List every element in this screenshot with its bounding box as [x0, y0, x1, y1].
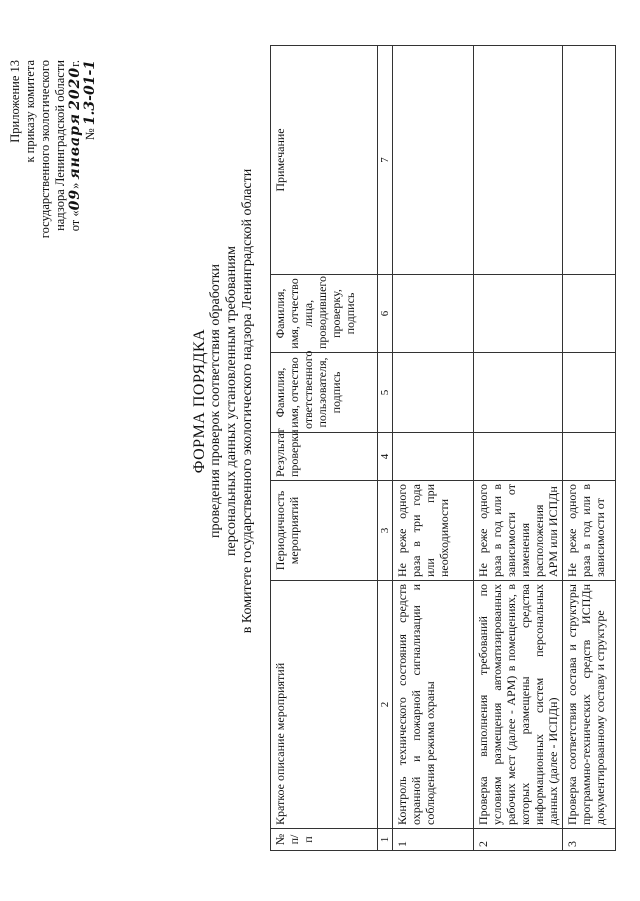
row-user-signature	[563, 353, 616, 433]
column-number: 7	[378, 46, 393, 275]
table-row	[474, 46, 563, 851]
header-cell: Результат проверки	[271, 433, 378, 481]
row-number: 2	[474, 829, 563, 851]
row-user-signature	[393, 353, 474, 433]
row-note	[474, 46, 563, 275]
column-number: 3	[378, 481, 393, 581]
column-number: 4	[378, 433, 393, 481]
row-number: 3	[563, 829, 616, 851]
appendix-date: от «09» января 2020г.	[67, 60, 83, 232]
header-cell: Краткое описание мероприятий	[271, 581, 378, 829]
table-header-row	[271, 46, 378, 851]
row-number: 1	[393, 829, 474, 851]
form-title	[192, 21, 256, 781]
header-cell: Фамилия, имя, отчество лица, проводившего проверку, подпись	[271, 275, 378, 353]
column-number: 1	[378, 829, 393, 851]
header-cell: Периодичность мероприятий	[271, 481, 378, 581]
header-cell: № п/п	[271, 829, 378, 851]
row-periodicity: Не реже одного раза в три года или при необходимости	[393, 481, 474, 581]
appendix-line2: к приказу комитета	[23, 60, 37, 163]
row-user-signature	[474, 353, 563, 433]
row-description: Проверка соответствия состава и структуры программно-технических средств ИСПДн документированному составу и структуре	[563, 581, 616, 829]
column-number: 6	[378, 275, 393, 353]
row-result	[393, 433, 474, 481]
appendix-number: № 1.3-01-1	[82, 60, 98, 141]
column-number: 5	[378, 353, 393, 433]
row-checker-signature	[474, 275, 563, 353]
audit-table	[270, 45, 616, 851]
table-row	[563, 46, 616, 851]
appendix-line3: государственного экологического	[38, 60, 52, 239]
title-line3: персональных данных установленным требованиям	[224, 246, 239, 556]
row-periodicity: Не реже одного раза в год или в зависимости от	[563, 481, 616, 581]
appendix-line1: Приложение 13	[8, 60, 22, 143]
table-row	[393, 46, 474, 851]
row-result	[474, 433, 563, 481]
appendix-block	[8, 60, 98, 238]
row-description: Проверка выполнения требований по условиям размещения автоматизированных рабочих мест (далее - АРМ) в помещениях, в которых размещены средства информационных систем персональных данных (далее - ИСПДн)	[474, 581, 563, 829]
row-result	[563, 433, 616, 481]
appendix-line4: надзора Ленинградской области	[53, 60, 67, 231]
column-number: 2	[378, 581, 393, 829]
header-cell: Примечание	[271, 46, 378, 275]
row-note	[563, 46, 616, 275]
title-line4: в Комитете государственного экологического надзора Ленинградской области	[240, 168, 255, 634]
column-number-row	[378, 46, 393, 851]
row-description: Контроль технического состояния средств охранной и пожарной сигнализации и соблюдения режима охраны	[393, 581, 474, 829]
title-line2: проведения проверок соответствия обработки	[208, 263, 223, 539]
row-checker-signature	[393, 275, 474, 353]
row-periodicity: Не реже одного раза в год или в зависимости от изменения расположения АРМ или ИСПДн	[474, 481, 563, 581]
row-note	[393, 46, 474, 275]
row-checker-signature	[563, 275, 616, 353]
title-main: ФОРМА ПОРЯДКА	[191, 328, 208, 474]
header-cell: Фамилия, имя, отчество ответственного пользователя, подпись	[271, 353, 378, 433]
